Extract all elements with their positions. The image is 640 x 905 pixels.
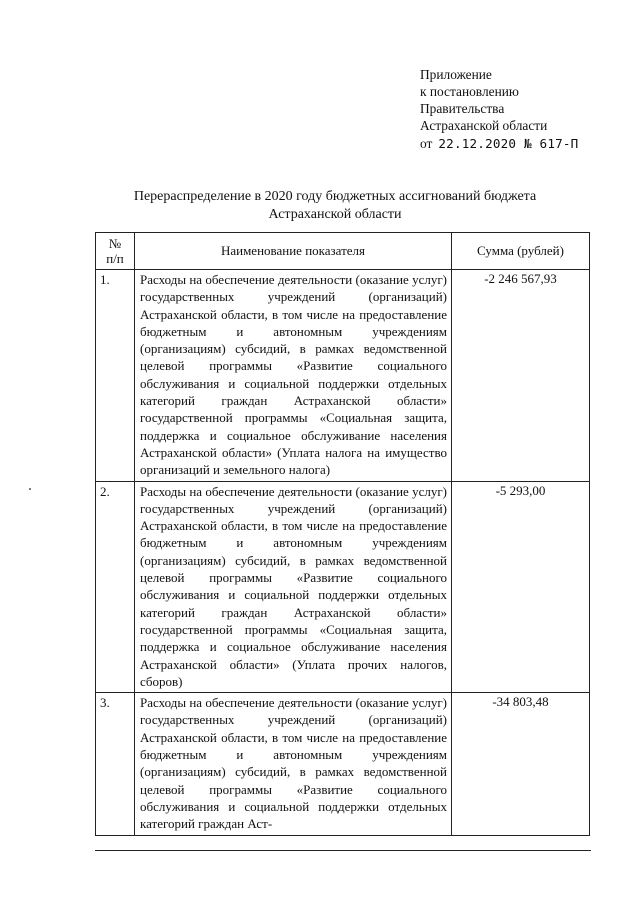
row-name: Расходы на обеспечение деятельности (оказание услуг) государственных учреждений (организаций) Астраханской области, в том числе на предоставление бюджетным и автономным учреждениям (организациям) субсидий, в рамках ведомственной целевой программы «Развитие социального обслуживания и социальной поддержки отдельных категорий граждан Астраханской области» государственной программы «Социальная защита, поддержка и социальное обслуживание населения Астраханской области» (Уплата налога на имущество организаций и земельного налога): [135, 270, 452, 482]
table-header-row: [96, 233, 590, 270]
header-num: [96, 233, 135, 270]
appendix-line-2: к постановлению: [420, 84, 519, 99]
scan-speck: [29, 488, 31, 490]
table-row: [96, 693, 590, 835]
row-sum: -2 246 567,93: [452, 270, 590, 482]
title-line-1: Перераспределение в 2020 году бюджетных ассигнований бюджета: [133, 189, 537, 204]
page-bottom-rule: [95, 850, 591, 851]
header-sum: Сумма (рублей): [452, 233, 590, 270]
row-num: 1.: [96, 270, 135, 482]
header-num-line1: №: [108, 236, 122, 251]
row-num: 2.: [96, 481, 135, 693]
row-num: 3.: [96, 693, 135, 835]
header-num-line2: п/п: [106, 251, 124, 266]
row-name: Расходы на обеспечение деятельности (оказание услуг) государственных учреждений (организаций) Астраханской области, в том числе на предоставление бюджетным и автономным учреждениям (организациям) субсидий, в рамках ведомственной целевой программы «Развитие социального обслуживания и социальной поддержки отдельных категорий граждан Аст-: [135, 693, 452, 835]
row-name: Расходы на обеспечение деятельности (оказание услуг) государственных учреждений (организаций) Астраханской области, в том числе на предоставление бюджетным и автономным учреждениям (организациям) субсидий, в рамках ведомственной целевой программы «Развитие социального обслуживания и социальной поддержки отдельных категорий граждан Астраханской области» государственной программы «Социальная защита, поддержка и социальное обслуживание населения Астраханской области» (Уплата прочих налогов, сборов): [135, 481, 452, 693]
appendix-line-3: Правительства: [420, 101, 505, 116]
title-line-2: Астраханской области: [268, 207, 402, 222]
table-row: [96, 270, 590, 482]
table-row: [96, 481, 590, 693]
appendix-date-number: 22.12.2020 № 617-П: [438, 136, 579, 151]
appendix-line-4: Астраханской области: [420, 118, 548, 133]
budget-table: [95, 232, 590, 836]
header-name: Наименование показателя: [135, 233, 452, 270]
appendix-date-prefix: от: [420, 136, 433, 151]
row-sum: -5 293,00: [452, 481, 590, 693]
appendix-line-1: Приложение: [420, 67, 492, 82]
row-sum: -34 803,48: [452, 693, 590, 835]
